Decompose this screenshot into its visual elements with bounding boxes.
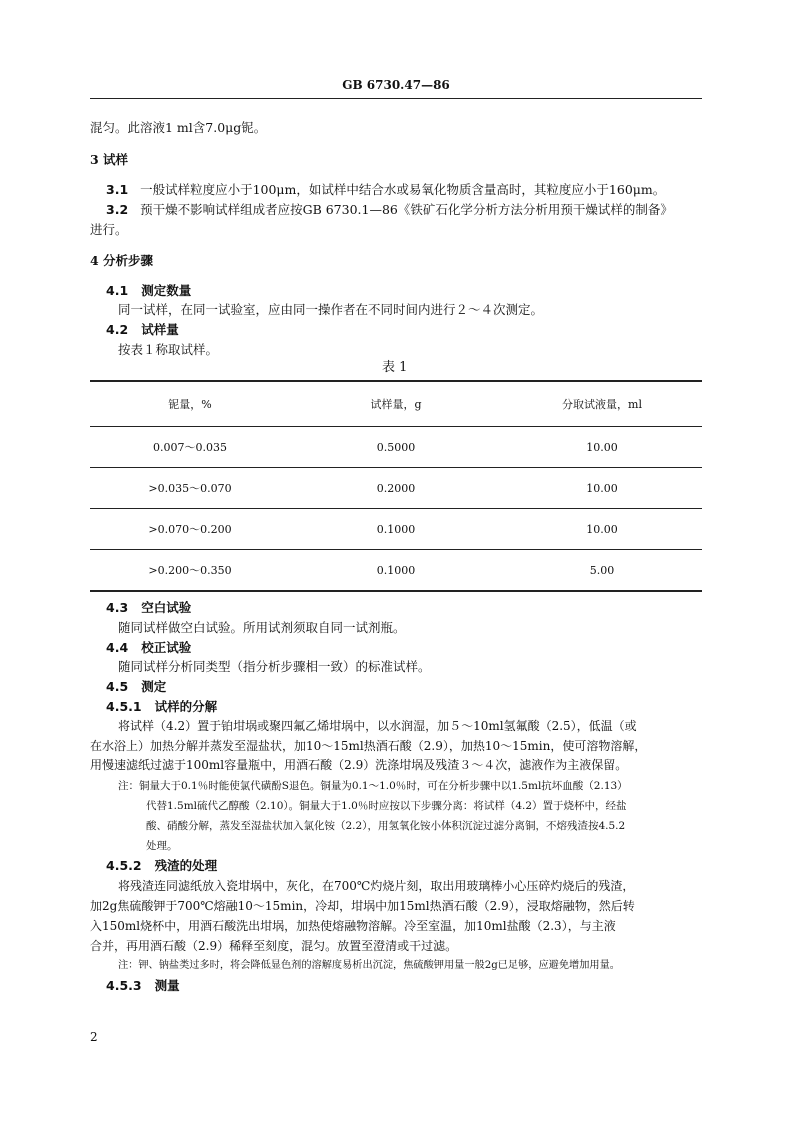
table-cell: 0.007～0.035	[153, 441, 227, 454]
clause-4-5-1-line-3: 用慢速滤纸过滤于100ml容量瓶中，用酒石酸（2.9）洗涤坩埚及残渣３～４次，滤液作为主液保留。	[90, 758, 628, 772]
table-cell: >0.070～0.200	[148, 523, 232, 536]
table-cell: >0.200～0.350	[148, 564, 232, 577]
table-row	[90, 509, 702, 550]
clause-3-2	[106, 200, 673, 220]
clause-4-5-1-heading	[106, 697, 217, 717]
clause-number: 4.1	[106, 283, 129, 298]
header-rule	[90, 98, 702, 99]
column-header: 试样量，g	[370, 398, 422, 411]
clause-4-3-text: 随同试样做空白试验。所用试剂须取自同一试剂瓶。	[118, 620, 406, 635]
clause-4-3-heading	[106, 598, 191, 618]
table-header-row	[90, 381, 702, 427]
clause-number: 4.2	[106, 322, 129, 337]
table-cell: 10.00	[586, 440, 618, 454]
clause-title: 测定	[141, 679, 167, 694]
clause-title: 测量	[154, 978, 180, 993]
note-2: 注：钾、钠盐类过多时，将会降低显色剂的溶解度易析出沉淀，焦硫酸钾用量一般2g已足够，应避免增加用量。	[118, 960, 620, 971]
note-1-line-4: 处理。	[146, 840, 178, 852]
table-cell: 0.1000	[376, 563, 416, 577]
clause-4-5-2-line-1: 将残渣连同滤纸放入瓷坩埚中，灰化，在700℃灼烧片刻，取出用玻璃棒小心压碎灼烧后的残渣，	[118, 879, 635, 893]
clause-number: 3.2	[106, 202, 129, 217]
clause-number: 4.5.2	[106, 858, 142, 873]
clause-4-5-heading	[106, 677, 166, 697]
column-header: 铌量，%	[168, 398, 212, 411]
clause-number: 4.5.3	[106, 978, 142, 993]
table-cell: 0.1000	[376, 522, 416, 536]
clause-3-1	[106, 180, 665, 200]
sample-mass-table	[90, 380, 702, 592]
note-1-line-3: 酸、硝酸分解，蒸发至湿盐状加入氯化铵（2.2），用氢氧化铵小体积沉淀过滤分离铜，不熔残渣按4.5.2	[146, 820, 626, 832]
table-cell: 10.00	[586, 481, 618, 495]
clause-4-5-1-line-2: 在水浴上）加热分解并蒸发至湿盐状，加10～15ml热酒石酸（2.9），加热10～15min，使可溶物溶解，	[90, 739, 647, 753]
note-1-line-2: 代替1.5ml硫代乙醇酸（2.10）。铜量大于1.0％时应按以下步骤分离：将试样（4.2）置于烧杯中，经盐	[146, 800, 627, 812]
clause-number: 4.4	[106, 640, 129, 655]
clause-number: 4.5	[106, 679, 129, 694]
clause-4-2-text: 按表１称取试样。	[118, 342, 219, 357]
page-number: 2	[90, 1030, 98, 1044]
clause-4-5-1-line-1: 将试样（4.2）置于铂坩埚或聚四氟乙烯坩埚中，以水润湿，加５～10ml氢氟酸（2.5），低温（或	[118, 719, 637, 733]
table-cell: 5.00	[589, 563, 615, 577]
column-header: 分取试液量，ml	[562, 398, 642, 411]
clause-4-4-text: 随同试样分析同类型（指分析步骤相一致）的标准试样。	[118, 659, 431, 674]
table-cell: >0.035～0.070	[148, 482, 232, 495]
clause-text: 一般试样粒度应小于100μm，如试样中结合水或易氧化物质含量高时，其粒度应小于160μm。	[140, 182, 666, 197]
clause-4-5-3-heading	[106, 976, 180, 996]
clause-number: 4.5.1	[106, 699, 142, 714]
clause-title: 试样量	[141, 322, 179, 337]
clause-4-4-heading	[106, 638, 191, 658]
clause-4-1-heading	[106, 281, 191, 301]
standard-header: GB 6730.47—86	[342, 78, 450, 92]
clause-number: 3.1	[106, 182, 129, 197]
clause-text: 预干燥不影响试样组成者应按GB 6730.1—86《铁矿石化学分析方法分析用预干燥试样的制备》	[140, 202, 673, 217]
paragraph-continuation: 混匀。此溶液1 ml含7.0μg铌。	[90, 120, 267, 135]
clause-title: 试样的分解	[154, 699, 218, 714]
section-4-heading: 4 分析步骤	[90, 253, 154, 268]
table-row	[90, 427, 702, 468]
section-3-heading: 3 试样	[90, 152, 129, 167]
table-cell: 0.2000	[376, 481, 416, 495]
clause-4-5-2-line-2: 加2g焦硫酸钾于700℃熔融10～15min，冷却，坩埚中加15ml热酒石酸（2.9），浸取熔融物，然后转	[90, 899, 635, 913]
clause-4-5-2-heading	[106, 856, 217, 876]
clause-title: 残渣的处理	[154, 858, 218, 873]
table-cell: 0.5000	[376, 440, 416, 454]
table-cell: 10.00	[586, 522, 618, 536]
clause-number: 4.3	[106, 600, 129, 615]
table-row	[90, 550, 702, 592]
table-row	[90, 468, 702, 509]
clause-4-5-2-line-3: 入150ml烧杯中，用酒石酸洗出坩埚，加热使熔融物溶解。冷至室温，加10ml盐酸（2.3），与主液	[90, 919, 616, 933]
clause-3-2-continued: 进行。	[90, 222, 128, 237]
clause-title: 测定数量	[141, 283, 192, 298]
clause-title: 空白试验	[141, 600, 192, 615]
note-1-line-1: 注：铜量大于0.1％时能使氯代磺酚S退色。铜量为0.1～1.0％时，可在分析步骤中以1.5ml抗坏血酸（2.13）	[118, 780, 628, 792]
clause-4-2-heading	[106, 320, 179, 340]
table-caption: 表 1	[382, 360, 408, 375]
clause-4-5-2-line-4: 合并，再用酒石酸（2.9）稀释至刻度，混匀。放置至澄清或干过滤。	[90, 939, 458, 953]
clause-title: 校正试验	[141, 640, 192, 655]
clause-4-1-text: 同一试样，在同一试验室，应由同一操作者在不同时间内进行２～４次测定。	[118, 302, 544, 317]
